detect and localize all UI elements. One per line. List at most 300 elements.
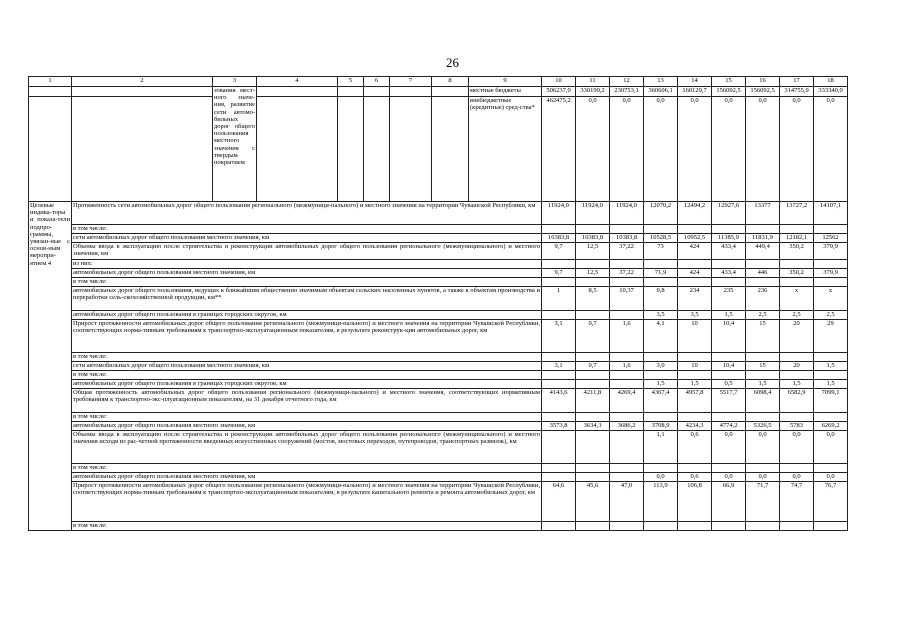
value-cell: 4269,4 — [610, 389, 644, 413]
value-cell: 11385,9 — [712, 234, 746, 243]
value-cell: 0,0 — [712, 473, 746, 482]
indicator-name: в том числе: — [72, 464, 542, 473]
indicator-name: сети автомобильных дорог общего пользования местного значения, км — [72, 362, 542, 371]
value-cell — [712, 522, 746, 531]
value-cell: 66,9 — [712, 482, 746, 522]
value-cell: 333340,0 — [814, 87, 848, 97]
value-cell — [610, 225, 644, 234]
value-cell: 360606,1 — [644, 87, 678, 97]
value-cell: 113,9 — [644, 482, 678, 522]
empty-cell — [390, 87, 432, 97]
indicator-row — [29, 464, 848, 473]
value-cell — [746, 464, 780, 473]
value-cell: 1,5 — [814, 380, 848, 389]
indicator-row — [29, 473, 848, 482]
value-cell: 160129,7 — [678, 87, 712, 97]
value-cell — [644, 225, 678, 234]
value-cell: 76,7 — [814, 482, 848, 522]
indicator-row — [29, 225, 848, 234]
value-cell: 433,4 — [712, 269, 746, 278]
value-cell — [678, 464, 712, 473]
funding-row — [29, 97, 848, 202]
indicator-name: сети автомобильных дорог общего пользования местного значения, км — [72, 234, 542, 243]
empty-cell — [432, 87, 469, 97]
indicator-name: Прирост протяженности автомобильных дорог общего пользования регионального (межмуници-пального) и местного значения на территории Чувашской Республики, соответствующих норма-тивным требованиям к транспортно-эксплуатационным показателям, в результате реконструк-ции автомобильных дорог, км — [72, 320, 542, 353]
value-cell: 10 — [678, 320, 712, 353]
value-cell: 156092,5 — [712, 87, 746, 97]
indicator-row — [29, 371, 848, 380]
value-cell — [542, 225, 576, 234]
value-cell: 71,7 — [746, 482, 780, 522]
value-cell: 12562 — [814, 234, 848, 243]
indicator-name: в том числе: — [72, 371, 542, 380]
value-cell: 9,7 — [542, 269, 576, 278]
value-cell: 330199,2 — [576, 87, 610, 97]
value-cell: 45,6 — [576, 482, 610, 522]
indicator-row — [29, 243, 848, 260]
page-number: 26 — [446, 55, 459, 70]
value-cell: 0,6 — [678, 431, 712, 464]
value-cell: 1,5 — [644, 380, 678, 389]
value-cell — [814, 260, 848, 269]
value-cell: 379,9 — [814, 269, 848, 278]
empty-cell — [72, 97, 213, 202]
column-number-cell: 6 — [364, 77, 390, 87]
value-cell: x — [780, 287, 814, 311]
value-cell: 0,0 — [814, 473, 848, 482]
value-cell — [610, 371, 644, 380]
value-cell: 10952,5 — [678, 234, 712, 243]
value-cell — [542, 353, 576, 362]
value-cell: 4211,8 — [576, 389, 610, 413]
value-cell: 350,2 — [780, 243, 814, 260]
indicator-row — [29, 431, 848, 464]
value-cell: 5517,7 — [712, 389, 746, 413]
value-cell: x — [814, 287, 848, 311]
value-cell: 14107,1 — [814, 202, 848, 225]
indicator-name: Прирост протяженности автомобильных дорог общего пользования регионального (межмуници-пального) и местного значения на территории Чувашской Республики, соответствующих норма-тивным требованиям к транспортно-эксплуатационным показателям, в результате капитального ремонта и ремонта автомобильных дорог, км — [72, 482, 542, 522]
value-cell: 37,22 — [610, 243, 644, 260]
column-number-cell: 8 — [432, 77, 469, 87]
value-cell: 0,6 — [678, 473, 712, 482]
empty-cell — [364, 97, 390, 202]
column-number-cell: 14 — [678, 77, 712, 87]
value-cell: 6098,4 — [746, 389, 780, 413]
value-cell — [780, 522, 814, 531]
value-cell: 12494,2 — [678, 202, 712, 225]
value-cell: 0,0 — [814, 97, 848, 202]
column-number-cell: 13 — [644, 77, 678, 87]
column-number-cell: 16 — [746, 77, 780, 87]
value-cell: 424 — [678, 269, 712, 278]
value-cell — [610, 380, 644, 389]
value-cell: 350,2 — [780, 269, 814, 278]
value-cell — [542, 371, 576, 380]
indicators-table — [28, 76, 848, 531]
value-cell — [576, 473, 610, 482]
value-cell: 3,1 — [542, 362, 576, 371]
target-indicators-label: Целевые индика-торы и показа-тели подпро-граммы, увязан-ные с основ-ным меропри-ятием 4 — [29, 202, 72, 531]
value-cell — [576, 260, 610, 269]
value-cell — [780, 413, 814, 422]
value-cell: 12070,2 — [644, 202, 678, 225]
value-cell — [712, 225, 746, 234]
value-cell: 1 — [542, 287, 576, 311]
value-cell — [712, 278, 746, 287]
value-cell: 3,5 — [678, 311, 712, 320]
value-cell — [576, 311, 610, 320]
value-cell — [576, 371, 610, 380]
value-cell: 0,0 — [712, 431, 746, 464]
value-cell: 4957,8 — [678, 389, 712, 413]
value-cell: 10,4 — [712, 320, 746, 353]
value-cell: 74,7 — [780, 482, 814, 522]
value-cell — [678, 260, 712, 269]
funding-source-label: местные бюджеты — [469, 87, 542, 97]
value-cell: 10383,8 — [576, 234, 610, 243]
value-cell — [576, 464, 610, 473]
value-cell — [678, 413, 712, 422]
value-cell: 230753,1 — [610, 87, 644, 97]
empty-cell — [29, 87, 72, 97]
value-cell — [610, 473, 644, 482]
value-cell — [610, 431, 644, 464]
value-cell — [610, 353, 644, 362]
value-cell: 1,5 — [712, 311, 746, 320]
value-cell: 8,5 — [576, 287, 610, 311]
column-number-cell: 3 — [213, 77, 257, 87]
indicator-row — [29, 234, 848, 243]
value-cell: 1,6 — [610, 320, 644, 353]
indicator-name: в том числе: — [72, 353, 542, 362]
value-cell — [814, 353, 848, 362]
value-cell: 0,5 — [712, 380, 746, 389]
value-cell — [542, 431, 576, 464]
value-cell: 10383,8 — [542, 234, 576, 243]
value-cell — [644, 522, 678, 531]
indicator-row — [29, 353, 848, 362]
value-cell: 13727,2 — [780, 202, 814, 225]
value-cell: 4234,3 — [678, 422, 712, 431]
value-cell: 7099,1 — [814, 389, 848, 413]
column-number-cell: 9 — [469, 77, 542, 87]
value-cell: 12,5 — [576, 269, 610, 278]
value-cell: 4774,2 — [712, 422, 746, 431]
value-cell — [610, 522, 644, 531]
value-cell — [644, 260, 678, 269]
indicator-row — [29, 269, 848, 278]
value-cell: 73 — [644, 243, 678, 260]
value-cell: 5783 — [780, 422, 814, 431]
value-cell: 424 — [678, 243, 712, 260]
column-number-cell: 4 — [257, 77, 338, 87]
value-cell — [610, 278, 644, 287]
value-cell: 0,0 — [746, 97, 780, 202]
value-cell — [678, 371, 712, 380]
value-cell: 3708,9 — [644, 422, 678, 431]
value-cell: 2,5 — [780, 311, 814, 320]
value-cell — [746, 225, 780, 234]
indicator-row — [29, 482, 848, 522]
indicator-row — [29, 362, 848, 371]
empty-cell — [338, 97, 364, 202]
value-cell — [576, 522, 610, 531]
value-cell — [644, 353, 678, 362]
indicator-name: Объемы ввода в эксплуатацию после строительства и реконструкции автомобильных дорог общего пользования регионального (межмуниципального) и местного значения, км — [72, 243, 542, 260]
value-cell: 1,6 — [610, 362, 644, 371]
value-cell: 10 — [678, 362, 712, 371]
value-cell — [746, 413, 780, 422]
indicator-row — [29, 287, 848, 311]
indicator-name: автомобильных дорог общего пользования местного значения, км — [72, 473, 542, 482]
value-cell — [746, 371, 780, 380]
value-cell: 0,0 — [610, 97, 644, 202]
empty-cell — [72, 87, 213, 97]
value-cell: 0,0 — [644, 97, 678, 202]
value-cell — [746, 260, 780, 269]
value-cell — [780, 464, 814, 473]
value-cell: 1,5 — [746, 380, 780, 389]
value-cell: 15 — [746, 320, 780, 353]
value-cell — [712, 371, 746, 380]
empty-cell — [338, 87, 364, 97]
value-cell: 1,5 — [780, 380, 814, 389]
value-cell: 4143,6 — [542, 389, 576, 413]
value-cell: 0,0 — [678, 97, 712, 202]
value-cell: 2,5 — [814, 311, 848, 320]
value-cell — [678, 522, 712, 531]
value-cell — [678, 353, 712, 362]
funding-row — [29, 87, 848, 97]
indicator-row — [29, 413, 848, 422]
indicator-row — [29, 422, 848, 431]
value-cell: 446 — [746, 269, 780, 278]
value-cell: 449,4 — [746, 243, 780, 260]
value-cell — [576, 431, 610, 464]
indicator-row — [29, 311, 848, 320]
value-cell: 236 — [746, 287, 780, 311]
value-cell — [576, 353, 610, 362]
value-cell: 4367,4 — [644, 389, 678, 413]
value-cell — [644, 413, 678, 422]
indicator-name: Общая протяженность автомобильных дорог общего пользования регионального (межмуници-пального) и местного значения, соответствующих нормативным требованиям к транспортно-экс-плуатационным показателям, на 31 декабря отчетного года, км — [72, 389, 542, 413]
value-cell — [610, 464, 644, 473]
value-cell — [610, 311, 644, 320]
value-cell: 15 — [746, 362, 780, 371]
indicator-name: в том числе: — [72, 225, 542, 234]
value-cell: 314755,9 — [780, 87, 814, 97]
empty-cell — [257, 97, 338, 202]
column-number-cell: 18 — [814, 77, 848, 87]
indicator-name: Объемы ввода в эксплуатацию после строительства и реконструкции автомобильных дорог общего пользования регионального (межмуниципального) и местного значения исходя из рас-четной протяженности введенных искусственных сооружений (мостов, мостовых переходов, путепроводов, транспортных развязок), км — [72, 431, 542, 464]
indicator-row — [29, 202, 848, 225]
value-cell — [610, 413, 644, 422]
value-cell: 0,0 — [712, 97, 746, 202]
value-cell — [644, 278, 678, 287]
measure-description-cell: зования мест-ного значе-ния, развитие сети автомо-бильных дорог общего пользования местного значения с твердым покрытием — [213, 87, 257, 202]
value-cell — [780, 260, 814, 269]
value-cell: 6582,9 — [780, 389, 814, 413]
value-cell — [542, 380, 576, 389]
value-cell — [712, 353, 746, 362]
indicator-name: автомобильных дорог общего пользования, ведущих к ближайшим общественно значимым объектам сельских населенных пунктов, а также к объектам производства и переработки сель-скохозяйственной продукции, км** — [72, 287, 542, 311]
value-cell: 0,0 — [814, 431, 848, 464]
value-cell: 12182,1 — [780, 234, 814, 243]
value-cell: 0,7 — [576, 320, 610, 353]
value-cell — [712, 464, 746, 473]
value-cell — [814, 413, 848, 422]
value-cell: 3573,8 — [542, 422, 576, 431]
column-number-cell: 7 — [390, 77, 432, 87]
indicator-row — [29, 278, 848, 287]
value-cell: 37,22 — [610, 269, 644, 278]
indicator-name: автомобильных дорог общего пользования местного значения, км — [72, 269, 542, 278]
value-cell: 20 — [780, 362, 814, 371]
indicator-name: Протяженность сети автомобильных дорог общего пользования регионального (межмуници-пального) и местного значения на территории Чувашской Республики, км — [72, 202, 542, 225]
value-cell: 10,37 — [610, 287, 644, 311]
value-cell — [576, 225, 610, 234]
value-cell: 0,0 — [746, 431, 780, 464]
indicator-name: автомобильных дорог общего пользования местного значения, км — [72, 422, 542, 431]
value-cell: 462475,2 — [542, 97, 576, 202]
value-cell: 5326,5 — [746, 422, 780, 431]
value-cell — [542, 311, 576, 320]
column-number-cell: 10 — [542, 77, 576, 87]
value-cell: 433,4 — [712, 243, 746, 260]
value-cell: 106,8 — [678, 482, 712, 522]
value-cell — [712, 260, 746, 269]
column-number-cell: 2 — [72, 77, 213, 87]
value-cell — [542, 522, 576, 531]
value-cell: 0,0 — [644, 473, 678, 482]
value-cell: 3,5 — [644, 311, 678, 320]
value-cell — [610, 260, 644, 269]
value-cell: 6269,2 — [814, 422, 848, 431]
indicator-name: автомобильных дорог общего пользования в границах городских округов, км — [72, 380, 542, 389]
value-cell: 0,0 — [576, 97, 610, 202]
column-number-cell: 11 — [576, 77, 610, 87]
funding-source-label: внебюджетные (кредитные) сред-ства* — [469, 97, 542, 202]
value-cell — [542, 260, 576, 269]
value-cell — [576, 413, 610, 422]
value-cell: 0,0 — [780, 431, 814, 464]
value-cell — [814, 371, 848, 380]
empty-cell — [432, 97, 469, 202]
value-cell: 3686,2 — [610, 422, 644, 431]
value-cell — [746, 522, 780, 531]
empty-cell — [257, 87, 338, 97]
value-cell: 2,5 — [746, 311, 780, 320]
table-body — [29, 77, 848, 531]
value-cell — [780, 225, 814, 234]
value-cell — [678, 225, 712, 234]
value-cell: 10528,5 — [644, 234, 678, 243]
value-cell: 0,0 — [780, 97, 814, 202]
value-cell — [780, 353, 814, 362]
value-cell: 71,9 — [644, 269, 678, 278]
value-cell — [814, 225, 848, 234]
value-cell: 11924,0 — [542, 202, 576, 225]
value-cell: 10,4 — [712, 362, 746, 371]
empty-cell — [29, 97, 72, 202]
indicator-row — [29, 380, 848, 389]
value-cell — [542, 413, 576, 422]
value-cell: 3634,3 — [576, 422, 610, 431]
value-cell: 9,7 — [542, 243, 576, 260]
value-cell — [814, 522, 848, 531]
value-cell: 1,5 — [678, 380, 712, 389]
empty-cell — [390, 97, 432, 202]
indicator-row — [29, 389, 848, 413]
value-cell — [644, 464, 678, 473]
value-cell: 64,6 — [542, 482, 576, 522]
indicator-name: в том числе: — [72, 413, 542, 422]
value-cell — [712, 413, 746, 422]
column-number-cell: 12 — [610, 77, 644, 87]
indicator-row — [29, 260, 848, 269]
value-cell: 1,5 — [814, 362, 848, 371]
column-number-cell: 1 — [29, 77, 72, 87]
value-cell: 29 — [814, 320, 848, 353]
value-cell — [576, 278, 610, 287]
value-cell: 156092,5 — [746, 87, 780, 97]
value-cell: 9,8 — [644, 287, 678, 311]
value-cell: 13377 — [746, 202, 780, 225]
value-cell: 0,0 — [780, 473, 814, 482]
indicator-name: из них: — [72, 260, 542, 269]
value-cell: 506237,0 — [542, 87, 576, 97]
value-cell: 47,0 — [610, 482, 644, 522]
value-cell: 11924,0 — [576, 202, 610, 225]
indicator-row — [29, 522, 848, 531]
value-cell: 3,0 — [644, 362, 678, 371]
indicator-name: автомобильных дорог общего пользования в границах городских округов, км — [72, 311, 542, 320]
value-cell — [814, 278, 848, 287]
column-number-cell: 5 — [338, 77, 364, 87]
value-cell: 234 — [678, 287, 712, 311]
value-cell: 235 — [712, 287, 746, 311]
empty-cell — [364, 87, 390, 97]
value-cell — [644, 371, 678, 380]
value-cell: 11831,9 — [746, 234, 780, 243]
value-cell: 20 — [780, 320, 814, 353]
value-cell — [780, 371, 814, 380]
column-number-row — [29, 77, 848, 87]
value-cell: 10383,8 — [610, 234, 644, 243]
value-cell — [576, 380, 610, 389]
value-cell: 0,7 — [576, 362, 610, 371]
value-cell — [542, 473, 576, 482]
value-cell — [542, 464, 576, 473]
indicator-row — [29, 320, 848, 353]
column-number-cell: 15 — [712, 77, 746, 87]
value-cell — [746, 353, 780, 362]
value-cell: 11924,0 — [610, 202, 644, 225]
value-cell — [678, 278, 712, 287]
column-number-cell: 17 — [780, 77, 814, 87]
value-cell — [814, 464, 848, 473]
value-cell: 379,9 — [814, 243, 848, 260]
value-cell: 12,5 — [576, 243, 610, 260]
value-cell — [780, 278, 814, 287]
value-cell: 4,1 — [644, 320, 678, 353]
value-cell: 0,0 — [746, 473, 780, 482]
value-cell: 3,1 — [542, 320, 576, 353]
indicator-name: в том числе: — [72, 278, 542, 287]
value-cell: 12927,6 — [712, 202, 746, 225]
value-cell: 1,1 — [644, 431, 678, 464]
value-cell — [746, 278, 780, 287]
